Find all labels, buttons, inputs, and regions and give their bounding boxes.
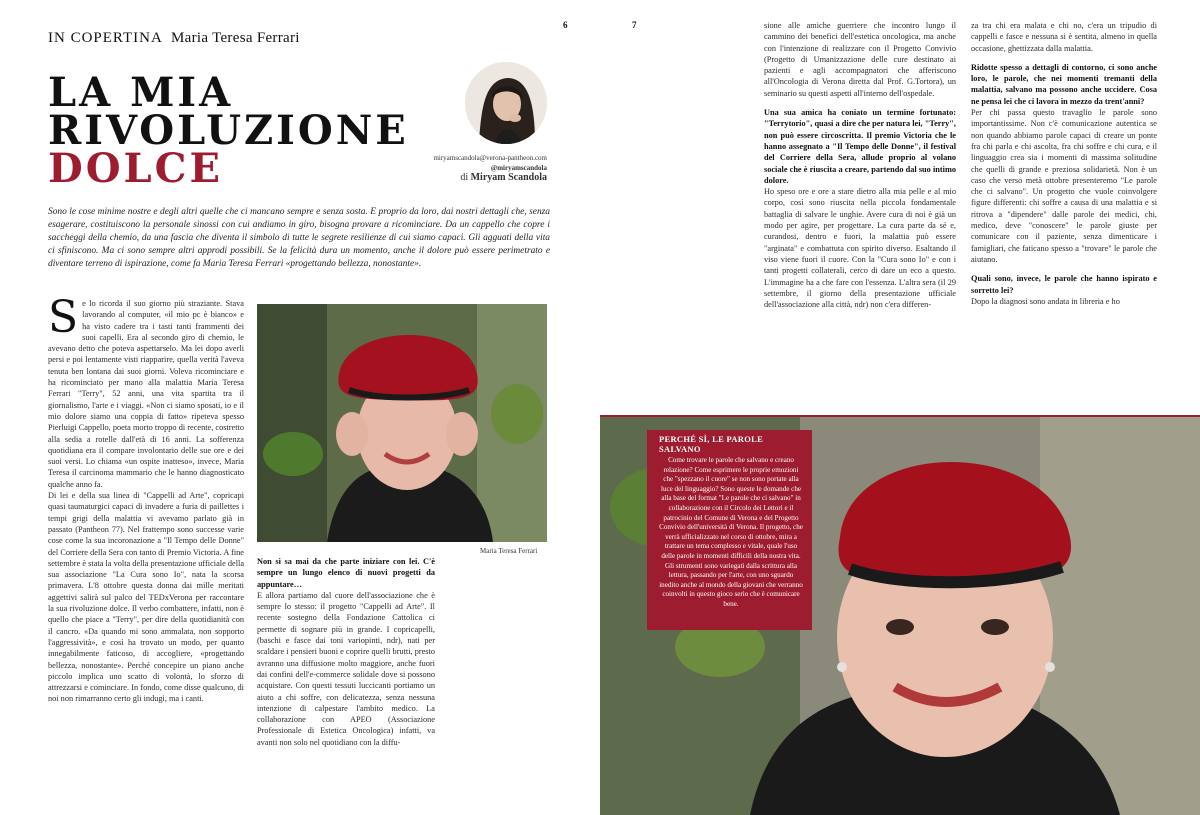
sidebar-title: PERCHÉ SÌ, LE PAROLE SALVANO [659,434,764,454]
title-line-2: RIVOLUZIONE [48,107,409,154]
question-1: Non si sa mai da che parte iniziare con lei. C'è sempre un lungo elenco di nuovi progetti da appuntare… [257,557,435,589]
paragraph-4: za tra chi era malata e chi no, c'era un tripudio di cappelli e fasce e nessuna si è sentita, almeno in quella occasione, ghettizzata dalla malattia. [971,21,1157,53]
title-line-1: LA MIA [48,69,234,116]
page-number-left: 6 [563,20,568,30]
paragraph-2: Di lei e della sua linea di "Cappelli ad Arte", copricapi quasi taumaturgici capaci di invadere a furia di paillettes i tempi grigi della malattia vi avevamo parlato già in passato (Pantheon 77). Nel frattempo sono successe varie cose come la sua incoronazione a "Il Tempo delle Donne" del Corriere della Sera con tanto di Premio Victoria. A fine settembre è stata la volta della presentazione ufficiale della sua associazione "La Cura sono Io", nata la scorsa primavera. L'8 ottobre questa donna dai mille meritati aggettivi salirà sul palco del TEDxVerona per raccontare la sua rivoluzione dolce. Il verbo combattere, infatti, non è quello che piace a "Terry", per dire della quotidianità con il cancro. «Da quando mi sono ammalata, non sopporto l'aggressività», e così ha trovato un modo, per quanto innegabilmente faticoso, di accogliere, «progettando bellezza, nonostante». Perché concepire un piano anche piccolo implica uno scatto di volontà, lo sforzo di attrezzarsi e cominciare. In fondo, come disse qualcuno, di noi non rimarranno certo gli indugi, ma i canti. [48,491,244,704]
answer-3: Per chi passa questo travaglio le parole sono importantissime. Non c'è comunicazione autentica se non quando abbiamo parole capaci di creare un ponte fra chi parla e chi ascolta, fra chi soffre e chi cura, e il linguaggio crea sia i momenti di massima solitudine che quelli di grande e preziosa solidarietà. Non è un caso che verso metà ottobre presenteremo "Le parole che ci salvano". Un progetto che vuole coinvolgere figure differenti: chi soffre a causa di una malattia e si ritrova a "dipendere" dalle parole dei medici, chi, medico, deve "conoscere" le parole giuste per comunicare con il paziente, senza dimenticare i famigliari, che faticano spesso a "trovare" le parole che aiutano. [971,108,1157,264]
author-name: Miryam Scandola [470,172,547,183]
section-label: IN COPERTINA [48,30,163,46]
body-column-3 [764,20,956,310]
photo-caption: Maria Teresa Ferrari [480,547,538,555]
body-column-2 [257,556,435,748]
body-column-1 [48,292,244,705]
byline [433,153,547,183]
section-kicker [48,30,300,47]
paragraph-3: sione alle amiche guerriere che incontro lungo il cammino dei benefici dell'estetica oncologica, ma anche con l'intenzione di realizzare con il Progetto Convivio (Progetto di Umanizzazione delle cure destinato ai pazienti e agli accompagnatori che afferiscono all'Oncologia di Verona diretta dal Prof. G.Tortora), un seminario su questi aspetti all'interno dell'ospedale. [764,21,956,98]
sidebar-box [647,430,812,630]
sidebar-text: Come trovare le parole che salvano e creano relazione? Come esprimere le proprie emozioni che "spezzano il cuore" se non sono portate alla luce del linguaggio? Sono queste le domande che alla base del format "Le parole che ci salvano" in collaborazione con il Circolo dei Lettori e il patrocinio del Comune di Verona e del Progetto Convivio dell'università di Verona. Il progetto, che verrà ufficializzato nel corso di ottobre, mira a trattare un tema complesso e vitale, quale l'uso delle parole in momenti difficili della nostra vita. Gli strumenti sono variegati dalla scrittura alla lettura, passando per l'arte, con uno sguardo inedito anche al mondo della giovani che verranno coinvolti in questo gioco serio che è comunicare bene. [659,456,803,608]
title-line-3: DOLCE [48,145,223,192]
article-title [48,69,409,192]
author-line [433,173,547,183]
question-3: Ridotte spesso a dettagli di contorno, ci sono anche loro, le parole, che nei momenti tremanti della malattia, salvano ma possono anche uccidere. Cosa ne pensa lei che ci lavora in mezzo da trent'anni? [971,62,1157,106]
drop-cap: S [48,292,79,343]
portrait-photo [257,304,547,542]
answer-1: E allora partiamo dal cuore dell'associazione che è sempre lo stesso: il progetto "Cappelli ad Arte". Il recente sostegno della Fondazione Cattolica ci permette di sognare più in grande. I copricapelli, (baschi e fasce dai toni variopinti, ndr), nati per scaldare i pensieri buoni e coprire quelli brutti, presto avranno una diffusione molto maggiore, anche fuori dai confini dell'e-commerce solidale dove si possono acquistare. Con questi tessuti luccicanti portiamo un aiuto a chi soffre, con delicatezza, senza nessuna intenzione di calpestare l'ambito medico. La collaborazione con APEO (Associazione Professionale di Estetica Oncologica) infatti, va avanti non solo nel quotidiano con la diffu- [257,590,435,747]
paragraph-1-text: e lo ricorda il suo giorno più straziante. Stava lavorando al computer, «il mio pc è bianco» e ha visto cadere tra i tasti tanti frammenti dei suoi capelli. Era al secondo giro di chemio, le avevano detto che poteva aspettarselo. Ma lei dopo averli persi e poi lentamente visti riapparire, quella verità l'aveva tenuta ben lontana dai suoi giorni. Voleva ricominciare e ha ricominciato per mano alla malattia Maria Teresa Ferrari "Terry", 52 anni, una vita spartita tra il giornalismo, l'arte e i viaggi. «Non ci siamo sposati, io e il mio dolore siamo una coppia di fatto» ripeteva spesso Pierluigi Cappello, poeta morto troppo di recente, costretto alla sedia a rotelle dall'età di 16 anni. La sofferenza quotidiana era il compare involontario delle sue ore e dei suoi versi. Lo chiama «un ospite inatteso», invece, Maria Teresa il carcinoma mammario che le hanno diagnosticato qualche anno fa. [48,299,244,489]
lead-paragraph: Sono le cose minime nostre e degli altri quelle che ci mancano sempre e senza sosta. E proprio da loro, dai nostri dettagli che, senza esagerare, costituiscono la personale sinossi con cui andiamo in giro, bisogna provare a ricominciare. Da un cappello che copre i saccheggi della chemio, da una fascia che diventa il simbolo di tutte le segrete resilienze di cui siamo capaci. Gli agguati della vita ci sfiniscono. Ma ci sono sempre altri approdi possibili. Se la felicità dura un momento, anche il dolore può essere perimetrato e diventare terreno di ispirazione, come fa Maria Teresa Ferrari «progettando bellezza, nonostante». [48,207,550,269]
author-email[interactable]: miryamscandola@verona-pantheon.com [433,154,547,162]
body-column-4 [971,20,1157,307]
author-handle[interactable]: @miryamscandola [490,164,547,172]
answer-4: Dopo la diagnosi sono andata in libreria e ho [971,296,1120,306]
question-4: Quali sono, invece, le parole che hanno ispirato e sorretto lei? [971,274,1157,295]
page-number-right: 7 [632,20,637,30]
author-avatar [465,62,547,144]
answer-2: Ho speso ore e ore a stare dietro alla mia pelle e al mio corpo, così sono riuscita nella piccola fondamentale battaglia di salvare le unghie. Avere cura di noi è già un modo per agire, per progettare. La cura parte da sé e, curandosi, dentro e fuori, la malattia può essere "arginata" e combattuta con spirito diverso. Esaltando il viso viene fuori il cuore. Con la "Cura sono Io" e con i tanti progetti collaterali, cerco di dare un eco a questo. L'immagine ha a che fare con l'essenza. L'altra sera (il 29 settembre, il giorno della presentazione ufficiale dell'associazione alla città, ndr) non c'era differen- [764,187,956,310]
paragraph-1 [48,292,244,490]
section-subject: Maria Teresa Ferrari [170,30,300,46]
question-2: Una sua amica ha coniato un termine fortunato: "Terrytorio", quasi a dire che per natura lei, "Terry", non può essere circoscritta. Il premio Victoria che le hanno assegnato a "Il Tempo delle Donne", il festival del Corriere della Sera, allude proprio al volano sociale che è riuscita a creare, partendo dal suo intimo dolore. [764,108,956,185]
author-prefix: di [460,172,469,183]
